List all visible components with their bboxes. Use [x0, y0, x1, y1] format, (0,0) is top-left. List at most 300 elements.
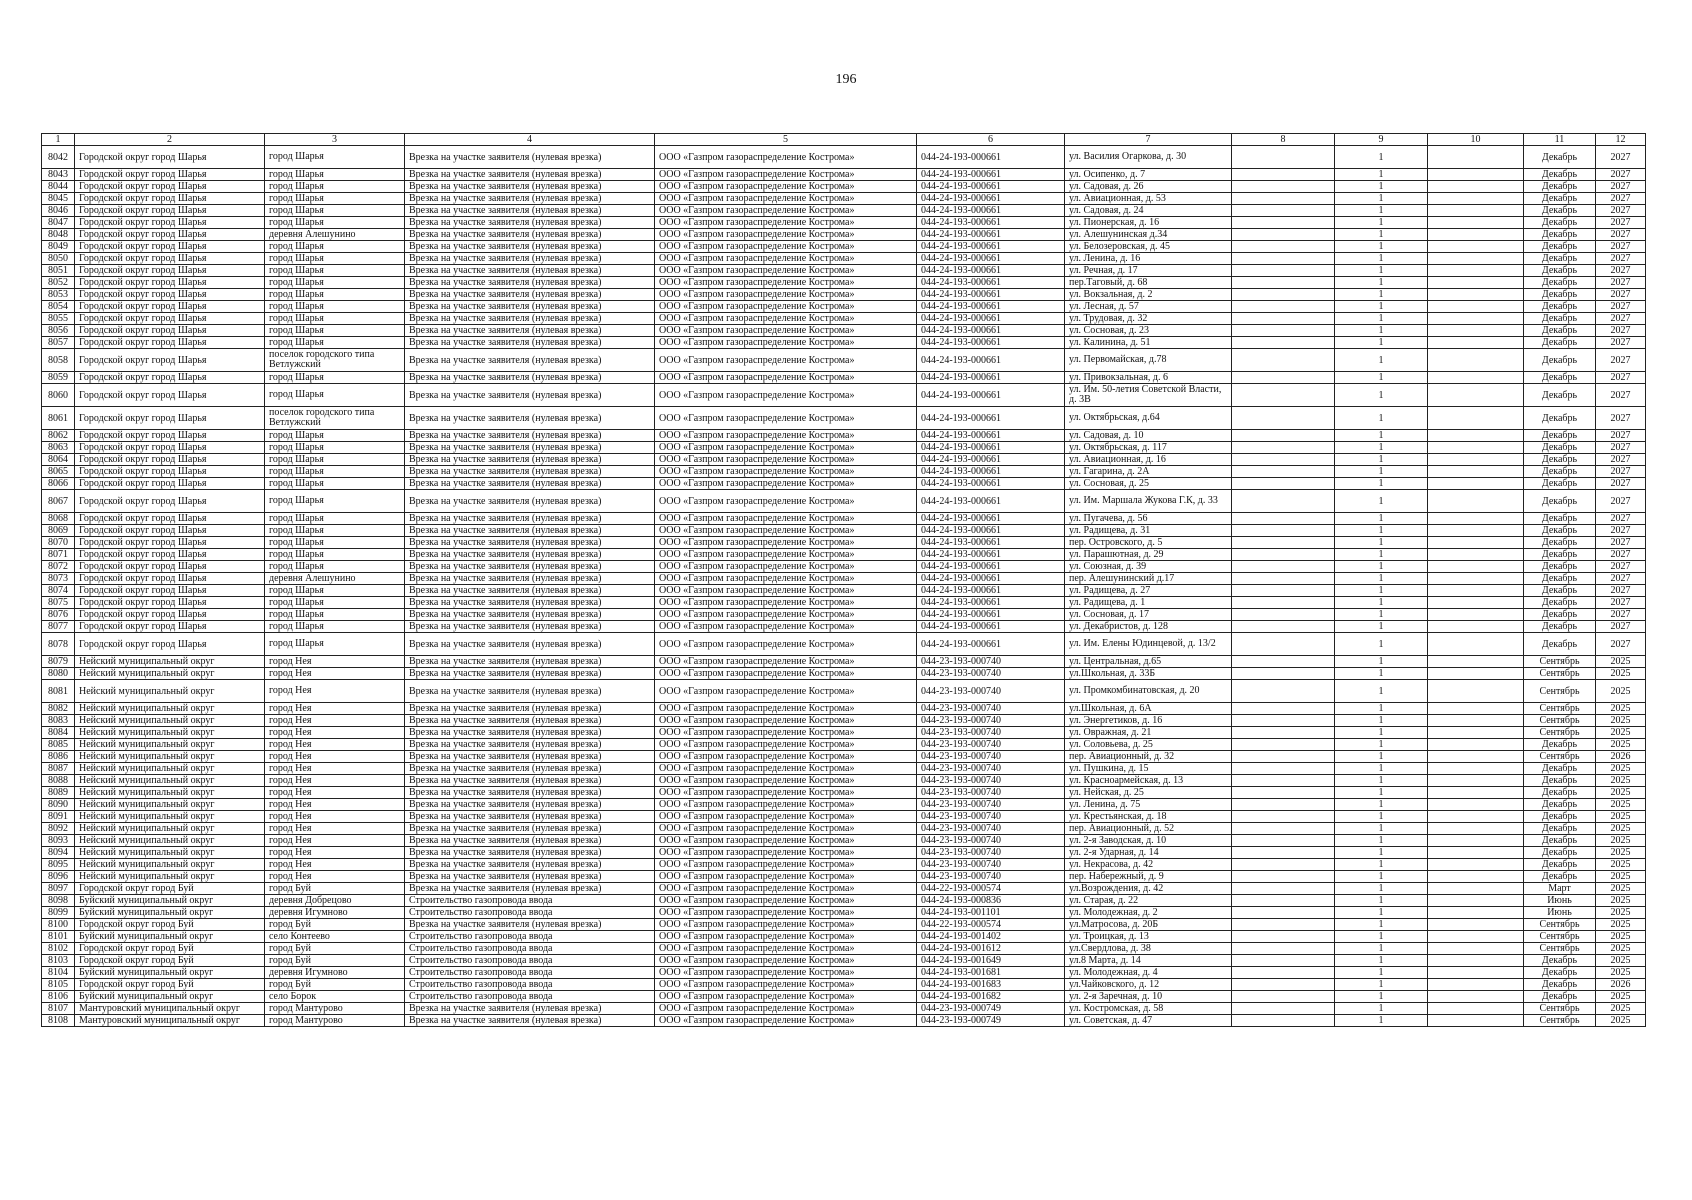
table-row — [42, 442, 1646, 454]
month-cell: Декабрь — [1524, 811, 1596, 823]
year-cell: 2027 — [1596, 561, 1646, 573]
settlement-cell: город Шарья — [265, 169, 405, 181]
year-cell: 2025 — [1596, 668, 1646, 680]
row-number-cell: 8086 — [42, 751, 75, 763]
contract-number-cell: 044-22-193-000574 — [917, 919, 1065, 931]
year-cell: 2025 — [1596, 787, 1646, 799]
year-cell: 2025 — [1596, 763, 1646, 775]
col8-cell — [1232, 573, 1335, 585]
contract-number-cell: 044-24-193-000661 — [917, 325, 1065, 337]
month-cell: Декабрь — [1524, 775, 1596, 787]
district-cell: Буйский муниципальный округ — [75, 967, 265, 979]
work-type-cell: Строительство газопровода ввода — [405, 967, 655, 979]
district-cell: Городской округ город Шарья — [75, 466, 265, 478]
year-cell: 2025 — [1596, 727, 1646, 739]
year-cell: 2027 — [1596, 229, 1646, 241]
settlement-cell: деревня Алешунино — [265, 573, 405, 585]
address-cell: ул. Соловьева, д. 25 — [1065, 739, 1232, 751]
month-cell: Декабрь — [1524, 549, 1596, 561]
count-cell: 1 — [1335, 991, 1428, 1003]
work-type-cell: Врезка на участке заявителя (нулевая врезка) — [405, 265, 655, 277]
row-number-cell: 8045 — [42, 193, 75, 205]
settlement-cell: город Шарья — [265, 217, 405, 229]
count-cell: 1 — [1335, 241, 1428, 253]
col10-cell — [1428, 775, 1524, 787]
month-cell: Декабрь — [1524, 349, 1596, 372]
col10-cell — [1428, 1015, 1524, 1027]
table-row — [42, 454, 1646, 466]
district-cell: Буйский муниципальный округ — [75, 907, 265, 919]
address-cell: пер. Алешунинский д.17 — [1065, 573, 1232, 585]
work-type-cell: Врезка на участке заявителя (нулевая врезка) — [405, 313, 655, 325]
table-row — [42, 430, 1646, 442]
year-cell: 2027 — [1596, 169, 1646, 181]
district-cell: Нейский муниципальный округ — [75, 775, 265, 787]
count-cell: 1 — [1335, 265, 1428, 277]
work-type-cell: Врезка на участке заявителя (нулевая врезка) — [405, 146, 655, 169]
register-table-container — [41, 133, 1645, 1027]
settlement-cell: город Шарья — [265, 277, 405, 289]
district-cell: Городской округ город Шарья — [75, 621, 265, 633]
col10-cell — [1428, 1003, 1524, 1015]
settlement-cell: город Шарья — [265, 181, 405, 193]
work-type-cell: Врезка на участке заявителя (нулевая врезка) — [405, 289, 655, 301]
row-number-cell: 8055 — [42, 313, 75, 325]
district-cell: Городской округ город Шарья — [75, 241, 265, 253]
address-cell: ул. 2-я Заречная, д. 10 — [1065, 991, 1232, 1003]
col8-cell — [1232, 301, 1335, 313]
work-type-cell: Врезка на участке заявителя (нулевая врезка) — [405, 253, 655, 265]
district-cell: Городской округ город Шарья — [75, 430, 265, 442]
table-row — [42, 739, 1646, 751]
table-row — [42, 1015, 1646, 1027]
contract-number-cell: 044-24-193-001612 — [917, 943, 1065, 955]
month-cell: Декабрь — [1524, 490, 1596, 513]
work-type-cell: Врезка на участке заявителя (нулевая врезка) — [405, 513, 655, 525]
year-cell: 2025 — [1596, 811, 1646, 823]
row-number-cell: 8101 — [42, 931, 75, 943]
table-row — [42, 979, 1646, 991]
settlement-cell: город Нея — [265, 763, 405, 775]
year-cell: 2027 — [1596, 478, 1646, 490]
settlement-cell: город Мантурово — [265, 1015, 405, 1027]
month-cell: Сентябрь — [1524, 668, 1596, 680]
table-row — [42, 775, 1646, 787]
row-number-cell: 8106 — [42, 991, 75, 1003]
row-number-cell: 8108 — [42, 1015, 75, 1027]
contract-number-cell: 044-23-193-000749 — [917, 1003, 1065, 1015]
count-cell: 1 — [1335, 656, 1428, 668]
column-header-2: 2 — [75, 134, 265, 146]
contract-number-cell: 044-23-193-000740 — [917, 715, 1065, 727]
col8-cell — [1232, 217, 1335, 229]
contract-number-cell: 044-24-193-001682 — [917, 991, 1065, 1003]
district-cell: Городской округ город Шарья — [75, 181, 265, 193]
table-row — [42, 991, 1646, 1003]
settlement-cell: город Шарья — [265, 430, 405, 442]
year-cell: 2027 — [1596, 337, 1646, 349]
col10-cell — [1428, 715, 1524, 727]
settlement-cell: город Нея — [265, 787, 405, 799]
col10-cell — [1428, 883, 1524, 895]
district-cell: Городской округ город Шарья — [75, 253, 265, 265]
work-type-cell: Строительство газопровода ввода — [405, 943, 655, 955]
address-cell: ул. Нейская, д. 25 — [1065, 787, 1232, 799]
settlement-cell: деревня Игумново — [265, 907, 405, 919]
month-cell: Декабрь — [1524, 229, 1596, 241]
register-table — [41, 133, 1646, 1027]
contract-number-cell: 044-24-193-000661 — [917, 337, 1065, 349]
table-row — [42, 277, 1646, 289]
contract-number-cell: 044-23-193-000740 — [917, 739, 1065, 751]
col10-cell — [1428, 525, 1524, 537]
row-number-cell: 8061 — [42, 407, 75, 430]
address-cell: ул. Пугачева, д. 56 — [1065, 513, 1232, 525]
col8-cell — [1232, 775, 1335, 787]
table-row — [42, 656, 1646, 668]
table-row — [42, 407, 1646, 430]
col8-cell — [1232, 919, 1335, 931]
count-cell: 1 — [1335, 313, 1428, 325]
settlement-cell: город Шарья — [265, 372, 405, 384]
table-row — [42, 763, 1646, 775]
row-number-cell: 8076 — [42, 609, 75, 621]
count-cell: 1 — [1335, 799, 1428, 811]
count-cell: 1 — [1335, 895, 1428, 907]
year-cell: 2027 — [1596, 289, 1646, 301]
organization-cell: ООО «Газпром газораспределение Кострома» — [655, 991, 917, 1003]
organization-cell: ООО «Газпром газораспределение Кострома» — [655, 680, 917, 703]
table-row — [42, 751, 1646, 763]
organization-cell: ООО «Газпром газораспределение Кострома» — [655, 325, 917, 337]
year-cell: 2025 — [1596, 799, 1646, 811]
col8-cell — [1232, 241, 1335, 253]
month-cell: Сентябрь — [1524, 931, 1596, 943]
organization-cell: ООО «Газпром газораспределение Кострома» — [655, 229, 917, 241]
count-cell: 1 — [1335, 859, 1428, 871]
col8-cell — [1232, 585, 1335, 597]
district-cell: Нейский муниципальный округ — [75, 835, 265, 847]
organization-cell: ООО «Газпром газораспределение Кострома» — [655, 241, 917, 253]
settlement-cell: город Буй — [265, 955, 405, 967]
month-cell: Декабрь — [1524, 205, 1596, 217]
count-cell: 1 — [1335, 680, 1428, 703]
count-cell: 1 — [1335, 668, 1428, 680]
count-cell: 1 — [1335, 407, 1428, 430]
table-header — [42, 134, 1646, 146]
count-cell: 1 — [1335, 169, 1428, 181]
district-cell: Городской округ город Шарья — [75, 585, 265, 597]
page-number: 196 — [835, 72, 857, 87]
organization-cell: ООО «Газпром газораспределение Кострома» — [655, 313, 917, 325]
address-cell: ул. Первомайская, д.78 — [1065, 349, 1232, 372]
col8-cell — [1232, 478, 1335, 490]
organization-cell: ООО «Газпром газораспределение Кострома» — [655, 217, 917, 229]
organization-cell: ООО «Газпром газораспределение Кострома» — [655, 349, 917, 372]
col10-cell — [1428, 585, 1524, 597]
table-row — [42, 907, 1646, 919]
col10-cell — [1428, 668, 1524, 680]
row-number-cell: 8068 — [42, 513, 75, 525]
contract-number-cell: 044-24-193-000836 — [917, 895, 1065, 907]
row-number-cell: 8059 — [42, 372, 75, 384]
settlement-cell: город Буй — [265, 883, 405, 895]
organization-cell: ООО «Газпром газораспределение Кострома» — [655, 727, 917, 739]
year-cell: 2025 — [1596, 871, 1646, 883]
address-cell: ул. Лесная, д. 57 — [1065, 301, 1232, 313]
organization-cell: ООО «Газпром газораспределение Кострома» — [655, 955, 917, 967]
col10-cell — [1428, 146, 1524, 169]
settlement-cell: город Шарья — [265, 146, 405, 169]
count-cell: 1 — [1335, 442, 1428, 454]
work-type-cell: Строительство газопровода ввода — [405, 895, 655, 907]
col10-cell — [1428, 656, 1524, 668]
col8-cell — [1232, 525, 1335, 537]
table-row — [42, 668, 1646, 680]
organization-cell: ООО «Газпром газораспределение Кострома» — [655, 895, 917, 907]
month-cell: Декабрь — [1524, 799, 1596, 811]
organization-cell: ООО «Газпром газораспределение Кострома» — [655, 146, 917, 169]
contract-number-cell: 044-24-193-000661 — [917, 513, 1065, 525]
col8-cell — [1232, 1003, 1335, 1015]
year-cell: 2027 — [1596, 525, 1646, 537]
year-cell: 2025 — [1596, 656, 1646, 668]
column-header-1: 1 — [42, 134, 75, 146]
col10-cell — [1428, 181, 1524, 193]
organization-cell: ООО «Газпром газораспределение Кострома» — [655, 633, 917, 656]
count-cell: 1 — [1335, 289, 1428, 301]
district-cell: Городской округ город Шарья — [75, 372, 265, 384]
table-row — [42, 715, 1646, 727]
settlement-cell: город Нея — [265, 871, 405, 883]
month-cell: Декабрь — [1524, 573, 1596, 585]
year-cell: 2025 — [1596, 943, 1646, 955]
col10-cell — [1428, 466, 1524, 478]
organization-cell: ООО «Газпром газораспределение Кострома» — [655, 847, 917, 859]
table-row — [42, 967, 1646, 979]
settlement-cell: город Шарья — [265, 313, 405, 325]
address-cell: ул. Ленина, д. 16 — [1065, 253, 1232, 265]
work-type-cell: Врезка на участке заявителя (нулевая врезка) — [405, 859, 655, 871]
work-type-cell: Врезка на участке заявителя (нулевая врезка) — [405, 217, 655, 229]
month-cell: Сентябрь — [1524, 656, 1596, 668]
address-cell: ул. Василия Огаркова, д. 30 — [1065, 146, 1232, 169]
district-cell: Нейский муниципальный округ — [75, 763, 265, 775]
organization-cell: ООО «Газпром газораспределение Кострома» — [655, 301, 917, 313]
organization-cell: ООО «Газпром газораспределение Кострома» — [655, 549, 917, 561]
organization-cell: ООО «Газпром газораспределение Кострома» — [655, 703, 917, 715]
work-type-cell: Врезка на участке заявителя (нулевая врезка) — [405, 349, 655, 372]
organization-cell: ООО «Газпром газораспределение Кострома» — [655, 205, 917, 217]
address-cell: ул. Советская, д. 47 — [1065, 1015, 1232, 1027]
month-cell: Декабрь — [1524, 979, 1596, 991]
work-type-cell: Врезка на участке заявителя (нулевая врезка) — [405, 537, 655, 549]
work-type-cell: Врезка на участке заявителя (нулевая врезка) — [405, 573, 655, 585]
contract-number-cell: 044-24-193-000661 — [917, 525, 1065, 537]
district-cell: Городской округ город Буй — [75, 919, 265, 931]
contract-number-cell: 044-23-193-000740 — [917, 775, 1065, 787]
settlement-cell: город Нея — [265, 835, 405, 847]
col10-cell — [1428, 513, 1524, 525]
table-body — [42, 146, 1646, 1027]
col8-cell — [1232, 169, 1335, 181]
work-type-cell: Врезка на участке заявителя (нулевая врезка) — [405, 549, 655, 561]
organization-cell: ООО «Газпром газораспределение Кострома» — [655, 799, 917, 811]
col10-cell — [1428, 478, 1524, 490]
col10-cell — [1428, 727, 1524, 739]
column-header-4: 4 — [405, 134, 655, 146]
settlement-cell: город Шарья — [265, 609, 405, 621]
district-cell: Нейский муниципальный округ — [75, 799, 265, 811]
address-cell: ул. Привокзальная, д. 6 — [1065, 372, 1232, 384]
table-row — [42, 217, 1646, 229]
contract-number-cell: 044-23-193-000740 — [917, 680, 1065, 703]
month-cell: Декабрь — [1524, 253, 1596, 265]
work-type-cell: Врезка на участке заявителя (нулевая врезка) — [405, 325, 655, 337]
district-cell: Городской округ город Шарья — [75, 349, 265, 372]
row-number-cell: 8096 — [42, 871, 75, 883]
month-cell: Декабрь — [1524, 407, 1596, 430]
table-row — [42, 799, 1646, 811]
contract-number-cell: 044-24-193-000661 — [917, 442, 1065, 454]
settlement-cell: город Шарья — [265, 265, 405, 277]
address-cell: ул. Сосновая, д. 23 — [1065, 325, 1232, 337]
organization-cell: ООО «Газпром газораспределение Кострома» — [655, 883, 917, 895]
col10-cell — [1428, 289, 1524, 301]
count-cell: 1 — [1335, 466, 1428, 478]
work-type-cell: Врезка на участке заявителя (нулевая врезка) — [405, 407, 655, 430]
work-type-cell: Врезка на участке заявителя (нулевая врезка) — [405, 1003, 655, 1015]
month-cell: Сентябрь — [1524, 943, 1596, 955]
work-type-cell: Врезка на участке заявителя (нулевая врезка) — [405, 277, 655, 289]
row-number-cell: 8084 — [42, 727, 75, 739]
year-cell: 2027 — [1596, 301, 1646, 313]
work-type-cell: Врезка на участке заявителя (нулевая врезка) — [405, 727, 655, 739]
col8-cell — [1232, 466, 1335, 478]
settlement-cell: город Шарья — [265, 585, 405, 597]
col8-cell — [1232, 597, 1335, 609]
col8-cell — [1232, 739, 1335, 751]
year-cell: 2027 — [1596, 430, 1646, 442]
work-type-cell: Врезка на участке заявителя (нулевая врезка) — [405, 193, 655, 205]
work-type-cell: Врезка на участке заявителя (нулевая врезка) — [405, 633, 655, 656]
count-cell: 1 — [1335, 835, 1428, 847]
count-cell: 1 — [1335, 146, 1428, 169]
table-row — [42, 181, 1646, 193]
work-type-cell: Врезка на участке заявителя (нулевая врезка) — [405, 372, 655, 384]
contract-number-cell: 044-23-193-000740 — [917, 859, 1065, 871]
contract-number-cell: 044-24-193-001101 — [917, 907, 1065, 919]
contract-number-cell: 044-24-193-000661 — [917, 478, 1065, 490]
count-cell: 1 — [1335, 430, 1428, 442]
table-row — [42, 205, 1646, 217]
district-cell: Городской округ город Шарья — [75, 205, 265, 217]
row-number-cell: 8090 — [42, 799, 75, 811]
table-row — [42, 253, 1646, 265]
row-number-cell: 8047 — [42, 217, 75, 229]
year-cell: 2027 — [1596, 349, 1646, 372]
year-cell: 2027 — [1596, 265, 1646, 277]
month-cell: Декабрь — [1524, 289, 1596, 301]
month-cell: Декабрь — [1524, 217, 1596, 229]
organization-cell: ООО «Газпром газораспределение Кострома» — [655, 513, 917, 525]
col8-cell — [1232, 146, 1335, 169]
col8-cell — [1232, 763, 1335, 775]
count-cell: 1 — [1335, 787, 1428, 799]
work-type-cell: Строительство газопровода ввода — [405, 907, 655, 919]
work-type-cell: Врезка на участке заявителя (нулевая врезка) — [405, 656, 655, 668]
year-cell: 2027 — [1596, 193, 1646, 205]
col10-cell — [1428, 549, 1524, 561]
contract-number-cell: 044-23-193-000740 — [917, 703, 1065, 715]
district-cell: Городской округ город Шарья — [75, 633, 265, 656]
count-cell: 1 — [1335, 979, 1428, 991]
row-number-cell: 8081 — [42, 680, 75, 703]
organization-cell: ООО «Газпром газораспределение Кострома» — [655, 739, 917, 751]
table-row — [42, 871, 1646, 883]
address-cell: пер. Островского, д. 5 — [1065, 537, 1232, 549]
row-number-cell: 8063 — [42, 442, 75, 454]
district-cell: Городской округ город Шарья — [75, 525, 265, 537]
month-cell: Сентябрь — [1524, 715, 1596, 727]
row-number-cell: 8060 — [42, 384, 75, 407]
count-cell: 1 — [1335, 823, 1428, 835]
settlement-cell: деревня Алешунино — [265, 229, 405, 241]
col10-cell — [1428, 349, 1524, 372]
year-cell: 2027 — [1596, 513, 1646, 525]
organization-cell: ООО «Газпром газораспределение Кострома» — [655, 442, 917, 454]
row-number-cell: 8088 — [42, 775, 75, 787]
work-type-cell: Врезка на участке заявителя (нулевая врезка) — [405, 919, 655, 931]
settlement-cell: село Борок — [265, 991, 405, 1003]
col8-cell — [1232, 277, 1335, 289]
row-number-cell: 8044 — [42, 181, 75, 193]
row-number-cell: 8087 — [42, 763, 75, 775]
contract-number-cell: 044-23-193-000740 — [917, 823, 1065, 835]
table-row — [42, 621, 1646, 633]
month-cell: Декабрь — [1524, 561, 1596, 573]
settlement-cell: город Шарья — [265, 525, 405, 537]
table-row — [42, 146, 1646, 169]
month-cell: Июнь — [1524, 895, 1596, 907]
col10-cell — [1428, 931, 1524, 943]
month-cell: Декабрь — [1524, 193, 1596, 205]
settlement-cell: город Нея — [265, 739, 405, 751]
contract-number-cell: 044-24-193-000661 — [917, 265, 1065, 277]
work-type-cell: Врезка на участке заявителя (нулевая врезка) — [405, 751, 655, 763]
count-cell: 1 — [1335, 537, 1428, 549]
month-cell: Декабрь — [1524, 442, 1596, 454]
month-cell: Декабрь — [1524, 763, 1596, 775]
settlement-cell: город Нея — [265, 859, 405, 871]
col10-cell — [1428, 895, 1524, 907]
row-number-cell: 8100 — [42, 919, 75, 931]
contract-number-cell: 044-24-193-000661 — [917, 549, 1065, 561]
settlement-cell: город Нея — [265, 680, 405, 703]
settlement-cell: город Нея — [265, 799, 405, 811]
year-cell: 2025 — [1596, 835, 1646, 847]
col10-cell — [1428, 277, 1524, 289]
col8-cell — [1232, 1015, 1335, 1027]
contract-number-cell: 044-23-193-000740 — [917, 751, 1065, 763]
col10-cell — [1428, 979, 1524, 991]
row-number-cell: 8098 — [42, 895, 75, 907]
address-cell: пер. Авиационный, д. 32 — [1065, 751, 1232, 763]
table-row — [42, 313, 1646, 325]
month-cell: Декабрь — [1524, 513, 1596, 525]
district-cell: Городской округ город Шарья — [75, 229, 265, 241]
address-cell: ул. Октябрьская, д. 117 — [1065, 442, 1232, 454]
